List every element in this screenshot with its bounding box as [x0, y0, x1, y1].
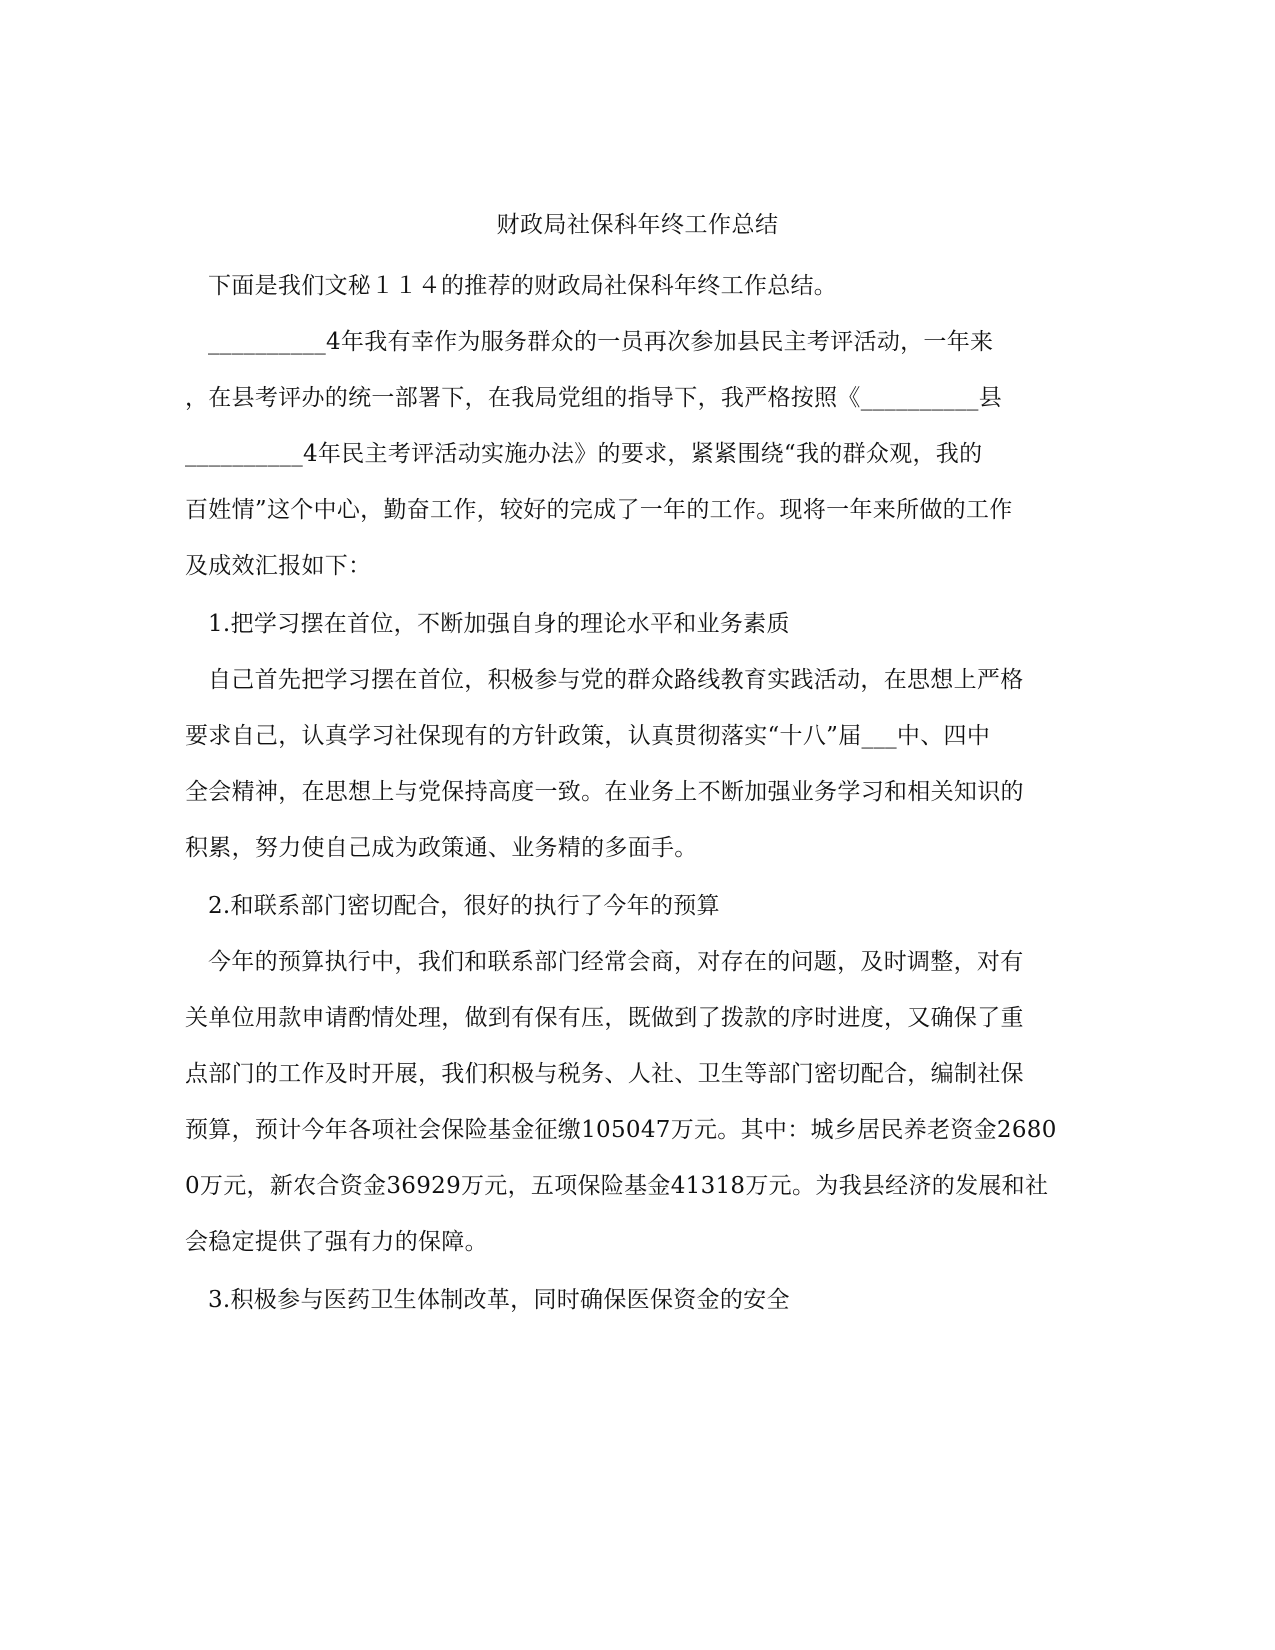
intro-line: 下面是我们文秘１１４的推荐的财政局社保科年终工作总结。 — [208, 273, 838, 299]
paragraph-line: 今年的预算执行中，我们和联系部门经常会商，对存在的问题，及时调整，对有 — [208, 949, 1024, 975]
paragraph-line: 要求自己，认真学习社保现有的方针政策，认真贯彻落实“十八”届___中、四中 — [185, 723, 991, 749]
section-heading-3: 3.积极参与医药卫生体制改革，同时确保医保资金的安全 — [208, 1287, 790, 1313]
paragraph-line: 点部门的工作及时开展，我们积极与税务、人社、卫生等部门密切配合，编制社保 — [185, 1061, 1024, 1087]
section-heading-1: 1.把学习摆在首位，不断加强自身的理论水平和业务素质 — [208, 611, 790, 637]
paragraph-line: 自己首先把学习摆在首位，积极参与党的群众路线教育实践活动，在思想上严格 — [208, 667, 1024, 693]
paragraph-line: 百姓情”这个中心，勤奋工作，较好的完成了一年的工作。现将一年来所做的工作 — [185, 497, 1013, 523]
paragraph-line: 预算，预计今年各项社会保险基金征缴105047万元。其中：城乡居民养老资金2680 — [185, 1117, 1057, 1143]
paragraph-line: 会稳定提供了强有力的保障。 — [185, 1229, 488, 1255]
paragraph-line: 及成效汇报如下： — [185, 553, 372, 579]
document-title: 财政局社保科年终工作总结 — [496, 212, 779, 238]
paragraph-line: 0万元，新农合资金36929万元，五项保险基金41318万元。为我县经济的发展和社 — [185, 1173, 1049, 1199]
paragraph-line: 积累，努力使自己成为政策通、业务精的多面手。 — [185, 835, 698, 861]
paragraph-line: 全会精神，在思想上与党保持高度一致。在业务上不断加强业务学习和相关知识的 — [185, 779, 1024, 805]
paragraph-line: 关单位用款申请酌情处理，做到有保有压，既做到了拨款的序时进度，又确保了重 — [185, 1005, 1024, 1031]
paragraph-line: __________4年我有幸作为服务群众的一员再次参加县民主考评活动，一年来 — [208, 329, 994, 355]
section-heading-2: 2.和联系部门密切配合，很好的执行了今年的预算 — [208, 893, 720, 919]
paragraph-line: __________4年民主考评活动实施办法》的要求，紧紧围绕“我的群众观，我的 — [185, 441, 983, 467]
paragraph-line: ，在县考评办的统一部署下，在我局党组的指导下，我严格按照《__________县 — [185, 385, 1002, 411]
